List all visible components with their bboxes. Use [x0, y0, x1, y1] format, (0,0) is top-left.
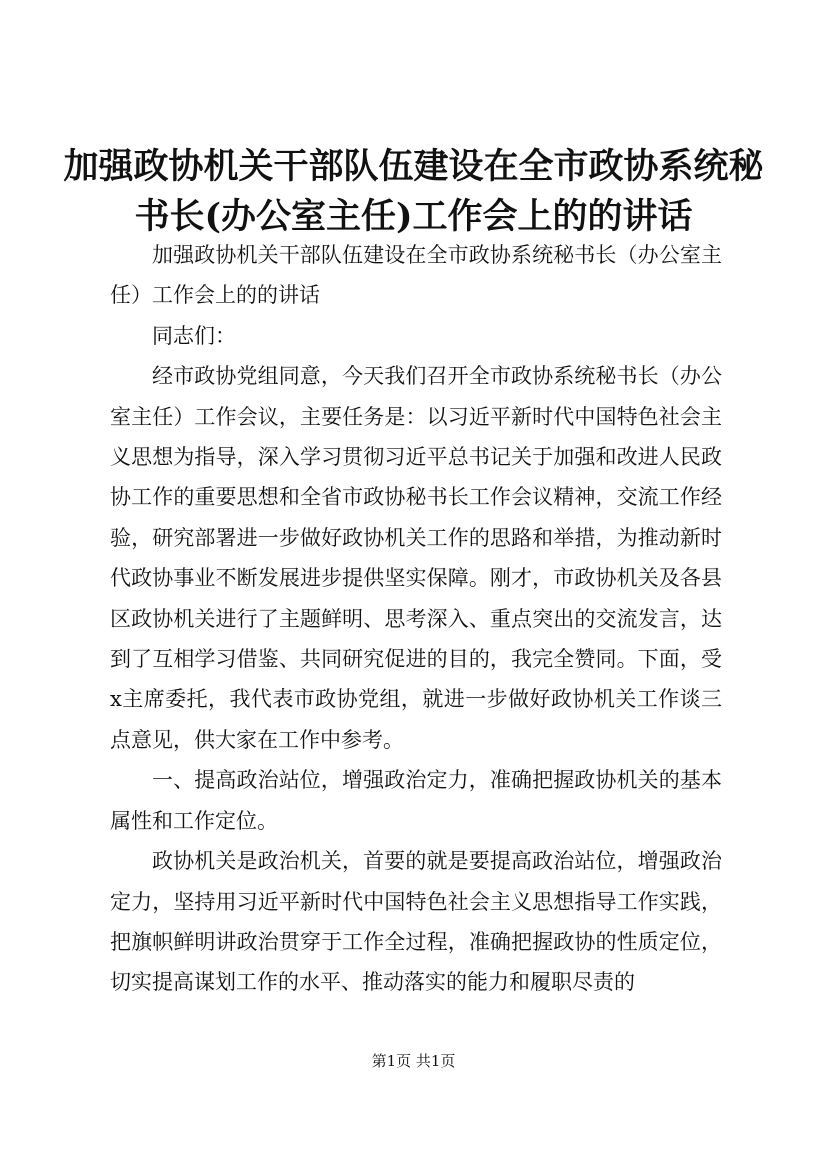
page-footer: 第1页 共1页: [371, 1052, 456, 1070]
salutation-paragraph: 同志们：: [152, 323, 236, 348]
section-heading-1: 一、提高政治站位，增强政治定力，准确把握政协机关的基本属性和工作定位。: [110, 768, 722, 833]
document-title: [60, 142, 767, 242]
section-1-paragraph: 政协机关是政治机关，首要的就是要提高政治站位，增强政治定力，坚持用习近平新时代中国特色社会主义思想指导工作实践，把旗帜鲜明讲政治贯穿于工作全过程，准确把握政协的性质定位，切实提高谋划工作的水平、推动落实的能力和履职尽责的: [110, 849, 722, 995]
subtitle-paragraph: 加强政协机关干部队伍建设在全市政协系统秘书长（办公室主任）工作会上的的讲话: [110, 243, 722, 308]
title-line-1: 加强政协机关干部队伍建设在全市政协系统秘: [63, 146, 764, 187]
document-body: [110, 235, 722, 1003]
opening-paragraph: 经市政协党组同意，今天我们召开全市政协系统秘书长（办公室主任）工作会议，主要任务是：以习近平新时代中国特色社会主义思想为指导，深入学习贯彻习近平总书记关于加强和改进人民政协工作的重要思想和全省市政协秘书长工作会议精神，交流工作经验，研究部署进一步做好政协机关工作的思路和举措，为推动新时代政协事业不断发展进步提供坚实保障。刚才，市政协机关及各县区政协机关进行了主题鲜明、思考深入、重点突出的交流发言，达到了互相学习借鉴、共同研究促进的目的，我完全赞同。下面，受x主席委托，我代表市政协党组，就进一步做好政协机关工作谈三点意见，供大家在工作中参考。: [110, 364, 722, 752]
title-line-2: 书长(办公室主任)工作会上的的讲话: [134, 196, 693, 237]
